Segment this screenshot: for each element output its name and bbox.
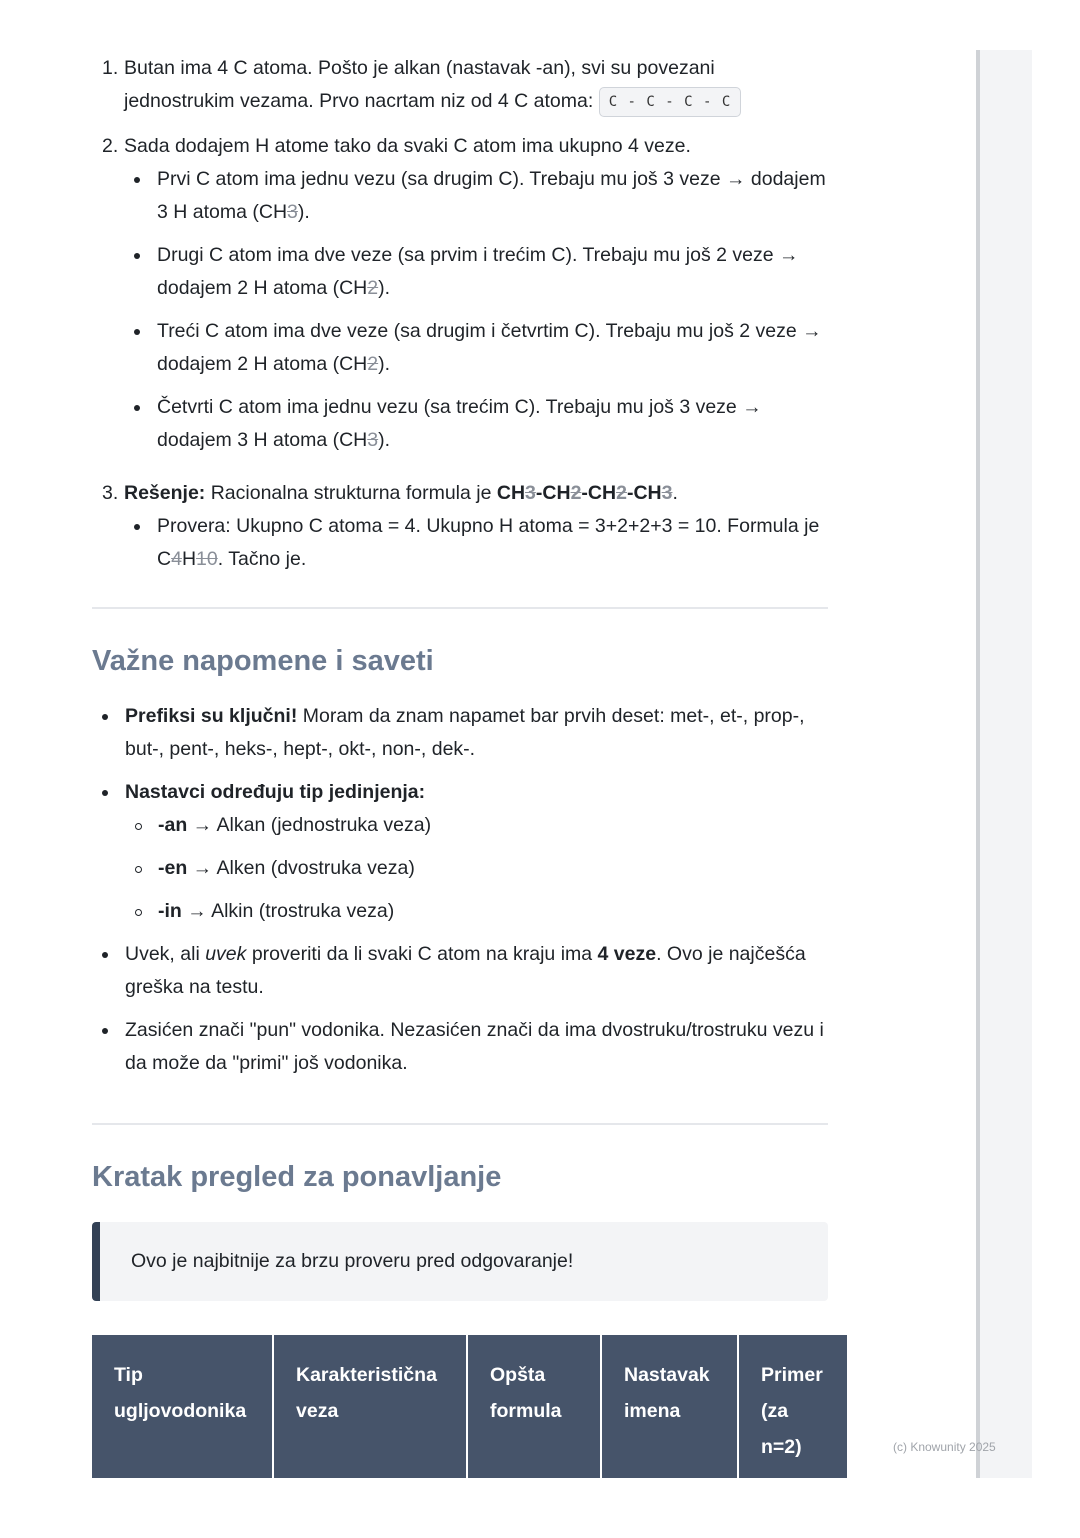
list-item: Provera: Ukupno C atoma = 4. Ukupno H atoma = 3+2+2+3 = 10. Formula je C4H10. Tačno je.	[124, 510, 828, 576]
structural-formula: CH3-CH2-CH2-CH3	[496, 482, 673, 504]
callout-quote: Ovo je najbitnije za brzu proveru pred odgovaranje!	[92, 1222, 828, 1301]
divider	[92, 1123, 828, 1125]
solution-steps	[92, 52, 828, 588]
list-item: Uvek, ali uvek proveriti da li svaki C atom na kraju ima 4 veze. Ovo je najčešća greška na testu.	[92, 938, 828, 1004]
list-item: Prefiksi su ključni! Moram da znam napamet bar prvih deset: met-, et-, prop-, but-, pent-, heks-, hept-, okt-, non-, dek-.	[92, 700, 828, 766]
list-item: Četvrti C atom ima jednu vezu (sa trećim C). Trebaju mu još 3 veze → dodajem 3 H atoma (CH3).	[124, 391, 828, 457]
list-item: -en → Alken (dvostruka veza)	[125, 852, 828, 885]
list-item: Nastavci određuju tip jedinjenja: -an → Alkan (jednostruka veza) -en → Alken (dvostruka veza) -in → Alkin (trostruka veza)	[92, 776, 828, 928]
section-heading-review: Kratak pregled za ponavljanje	[92, 1161, 502, 1193]
column-header: Opšta formula	[467, 1335, 601, 1485]
table-header-row	[92, 1335, 847, 1485]
step-2: 2. Sada dodajem H atome tako da svaki C atom ima ukupno 4 veze. Prvi C atom ima jednu vezu (sa drugim C). Trebaju mu još 3 veze → dodajem 3 H atoma (CH3). Drugi C atom ima dve veze (sa prvim i trećim C). Trebaju mu još 2 veze → dodajem 2 H atoma (CH2). Treći C atom ima dve veze (sa drugim i četvrtim C). Trebaju mu još 2 veze → dodajem 2 H atoma (CH2). Četvrti C atom ima jednu vezu (sa trećim C). Trebaju mu još 3 veze → dodajem 3 H atoma (CH3).	[92, 130, 828, 457]
section-heading-tips: Važne napomene i saveti	[92, 645, 434, 677]
list-item: Treći C atom ima dve veze (sa drugim i četvrtim C). Trebaju mu još 2 veze → dodajem 2 H atoma (CH2).	[124, 315, 828, 381]
list-item: Zasićen znači "pun" vodonika. Nezasićen znači da ima dvostruku/trostruku vezu i da može da "primi" još vodonika.	[92, 1014, 828, 1080]
divider	[92, 607, 828, 609]
step-3: 3. Rešenje: Racionalna strukturna formula je CH3-CH2-CH2-CH3. Provera: Ukupno C atoma = 4. Ukupno H atoma = 3+2+2+3 = 10. Formula je C4H10. Tačno je.	[92, 477, 828, 576]
right-sidebar-panel	[976, 50, 1032, 1478]
page-bottom-margin	[0, 1478, 1080, 1538]
column-header: Primer (za n=2)	[761, 1364, 823, 1458]
tips-list	[92, 700, 828, 1090]
column-header: Tip ugljovodonika	[92, 1335, 273, 1485]
list-item: Drugi C atom ima dve veze (sa prvim i trećim C). Trebaju mu još 2 veze → dodajem 2 H atoma (CH2).	[124, 239, 828, 305]
carbon-chain-code: C - C - C - C	[599, 87, 742, 117]
summary-table	[92, 1335, 847, 1485]
list-item: Prvi C atom ima jednu vezu (sa drugim C). Trebaju mu još 3 veze → dodajem 3 H atoma (CH3).	[124, 163, 828, 229]
column-header: Nastavak imena	[601, 1335, 738, 1485]
column-header: Karakteristična veza	[273, 1335, 467, 1485]
list-item: -in → Alkin (trostruka veza)	[125, 895, 828, 928]
list-item: -an → Alkan (jednostruka veza)	[125, 809, 828, 842]
step-1: 1. Butan ima 4 C atoma. Pošto je alkan (nastavak -an), svi su povezani jednostrukim vezama. Prvo nacrtam niz od 4 C atoma: C - C - C - C	[92, 52, 828, 118]
watermark: (c) Knowunity 2025	[893, 1440, 996, 1454]
